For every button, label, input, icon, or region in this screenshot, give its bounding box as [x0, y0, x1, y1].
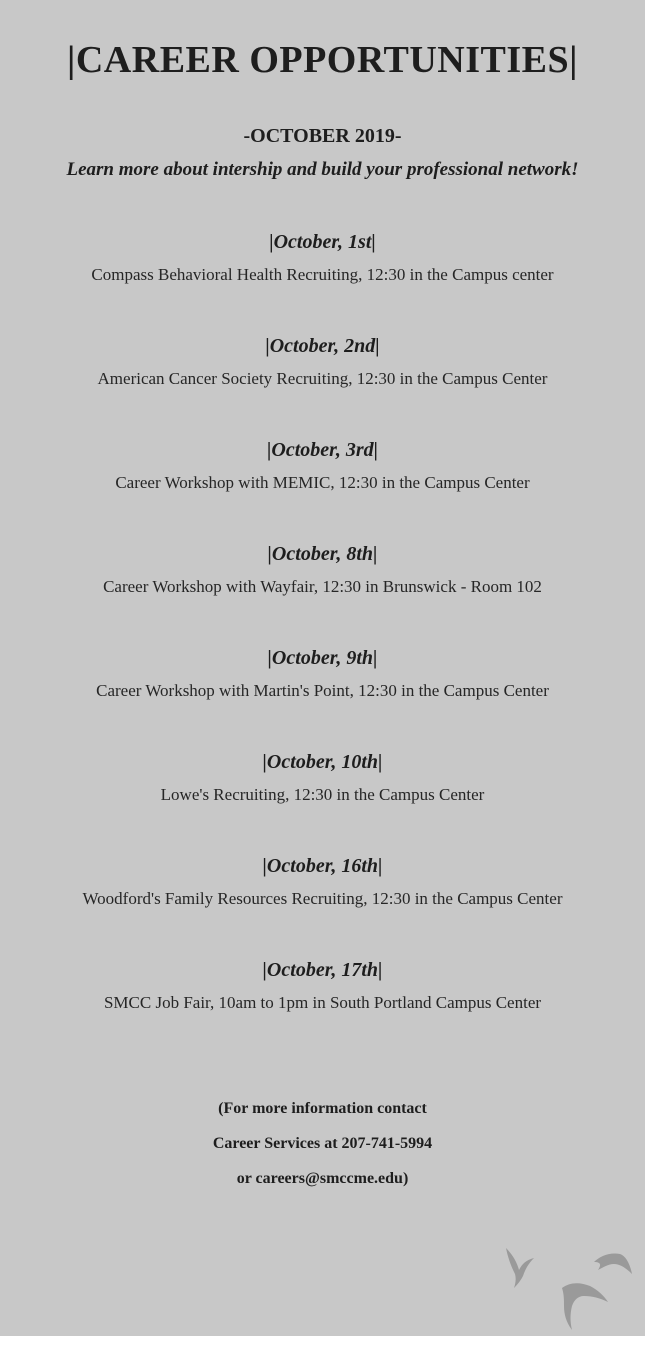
event-description: American Cancer Society Recruiting, 12:30 in the Campus Center — [97, 369, 548, 388]
event-item — [0, 228, 645, 332]
bird-icon — [562, 1283, 608, 1330]
event-date: |October, 17th| — [262, 959, 383, 981]
birds-illustration — [498, 1244, 638, 1334]
bird-icon — [594, 1253, 632, 1274]
event-date: |October, 3rd| — [266, 439, 379, 461]
event-date: |October, 2nd| — [265, 335, 380, 357]
event-item — [0, 332, 645, 436]
event-description: SMCC Job Fair, 10am to 1pm in South Portland Campus Center — [103, 993, 542, 1012]
event-date: |October, 16th| — [262, 855, 383, 877]
contact-line: (For more information contact — [218, 1100, 427, 1117]
event-description: Woodford's Family Resources Recruiting, 12:30 in the Campus Center — [82, 889, 563, 908]
event-item — [0, 540, 645, 644]
event-item — [0, 956, 645, 1060]
event-date: |October, 1st| — [269, 231, 376, 253]
event-item — [0, 748, 645, 852]
page-title: |CAREER OPPORTUNITIES| — [67, 39, 578, 81]
event-item — [0, 436, 645, 540]
event-description: Lowe's Recruiting, 12:30 in the Campus Center — [160, 785, 485, 804]
event-date: |October, 9th| — [267, 647, 378, 669]
contact-email: or careers@smccme.edu) — [236, 1170, 409, 1187]
event-item — [0, 644, 645, 748]
event-list — [0, 228, 645, 1060]
event-description: Career Workshop with Wayfair, 12:30 in Brunswick - Room 102 — [103, 577, 542, 596]
contact-info — [0, 1097, 645, 1202]
bird-icon — [506, 1248, 534, 1288]
event-description: Compass Behavioral Health Recruiting, 12:30 in the Campus center — [91, 265, 554, 284]
event-description: Career Workshop with MEMIC, 12:30 in the Campus Center — [115, 473, 530, 492]
tagline: Learn more about intership and build your professional network! — [66, 159, 579, 180]
event-date: |October, 8th| — [267, 543, 378, 565]
event-date: |October, 10th| — [262, 751, 383, 773]
event-description: Career Workshop with Martin's Point, 12:30 in the Campus Center — [96, 681, 549, 700]
event-item — [0, 852, 645, 956]
month-heading: -OCTOBER 2019- — [243, 125, 402, 147]
contact-phone: Career Services at 207-741-5994 — [212, 1135, 433, 1152]
